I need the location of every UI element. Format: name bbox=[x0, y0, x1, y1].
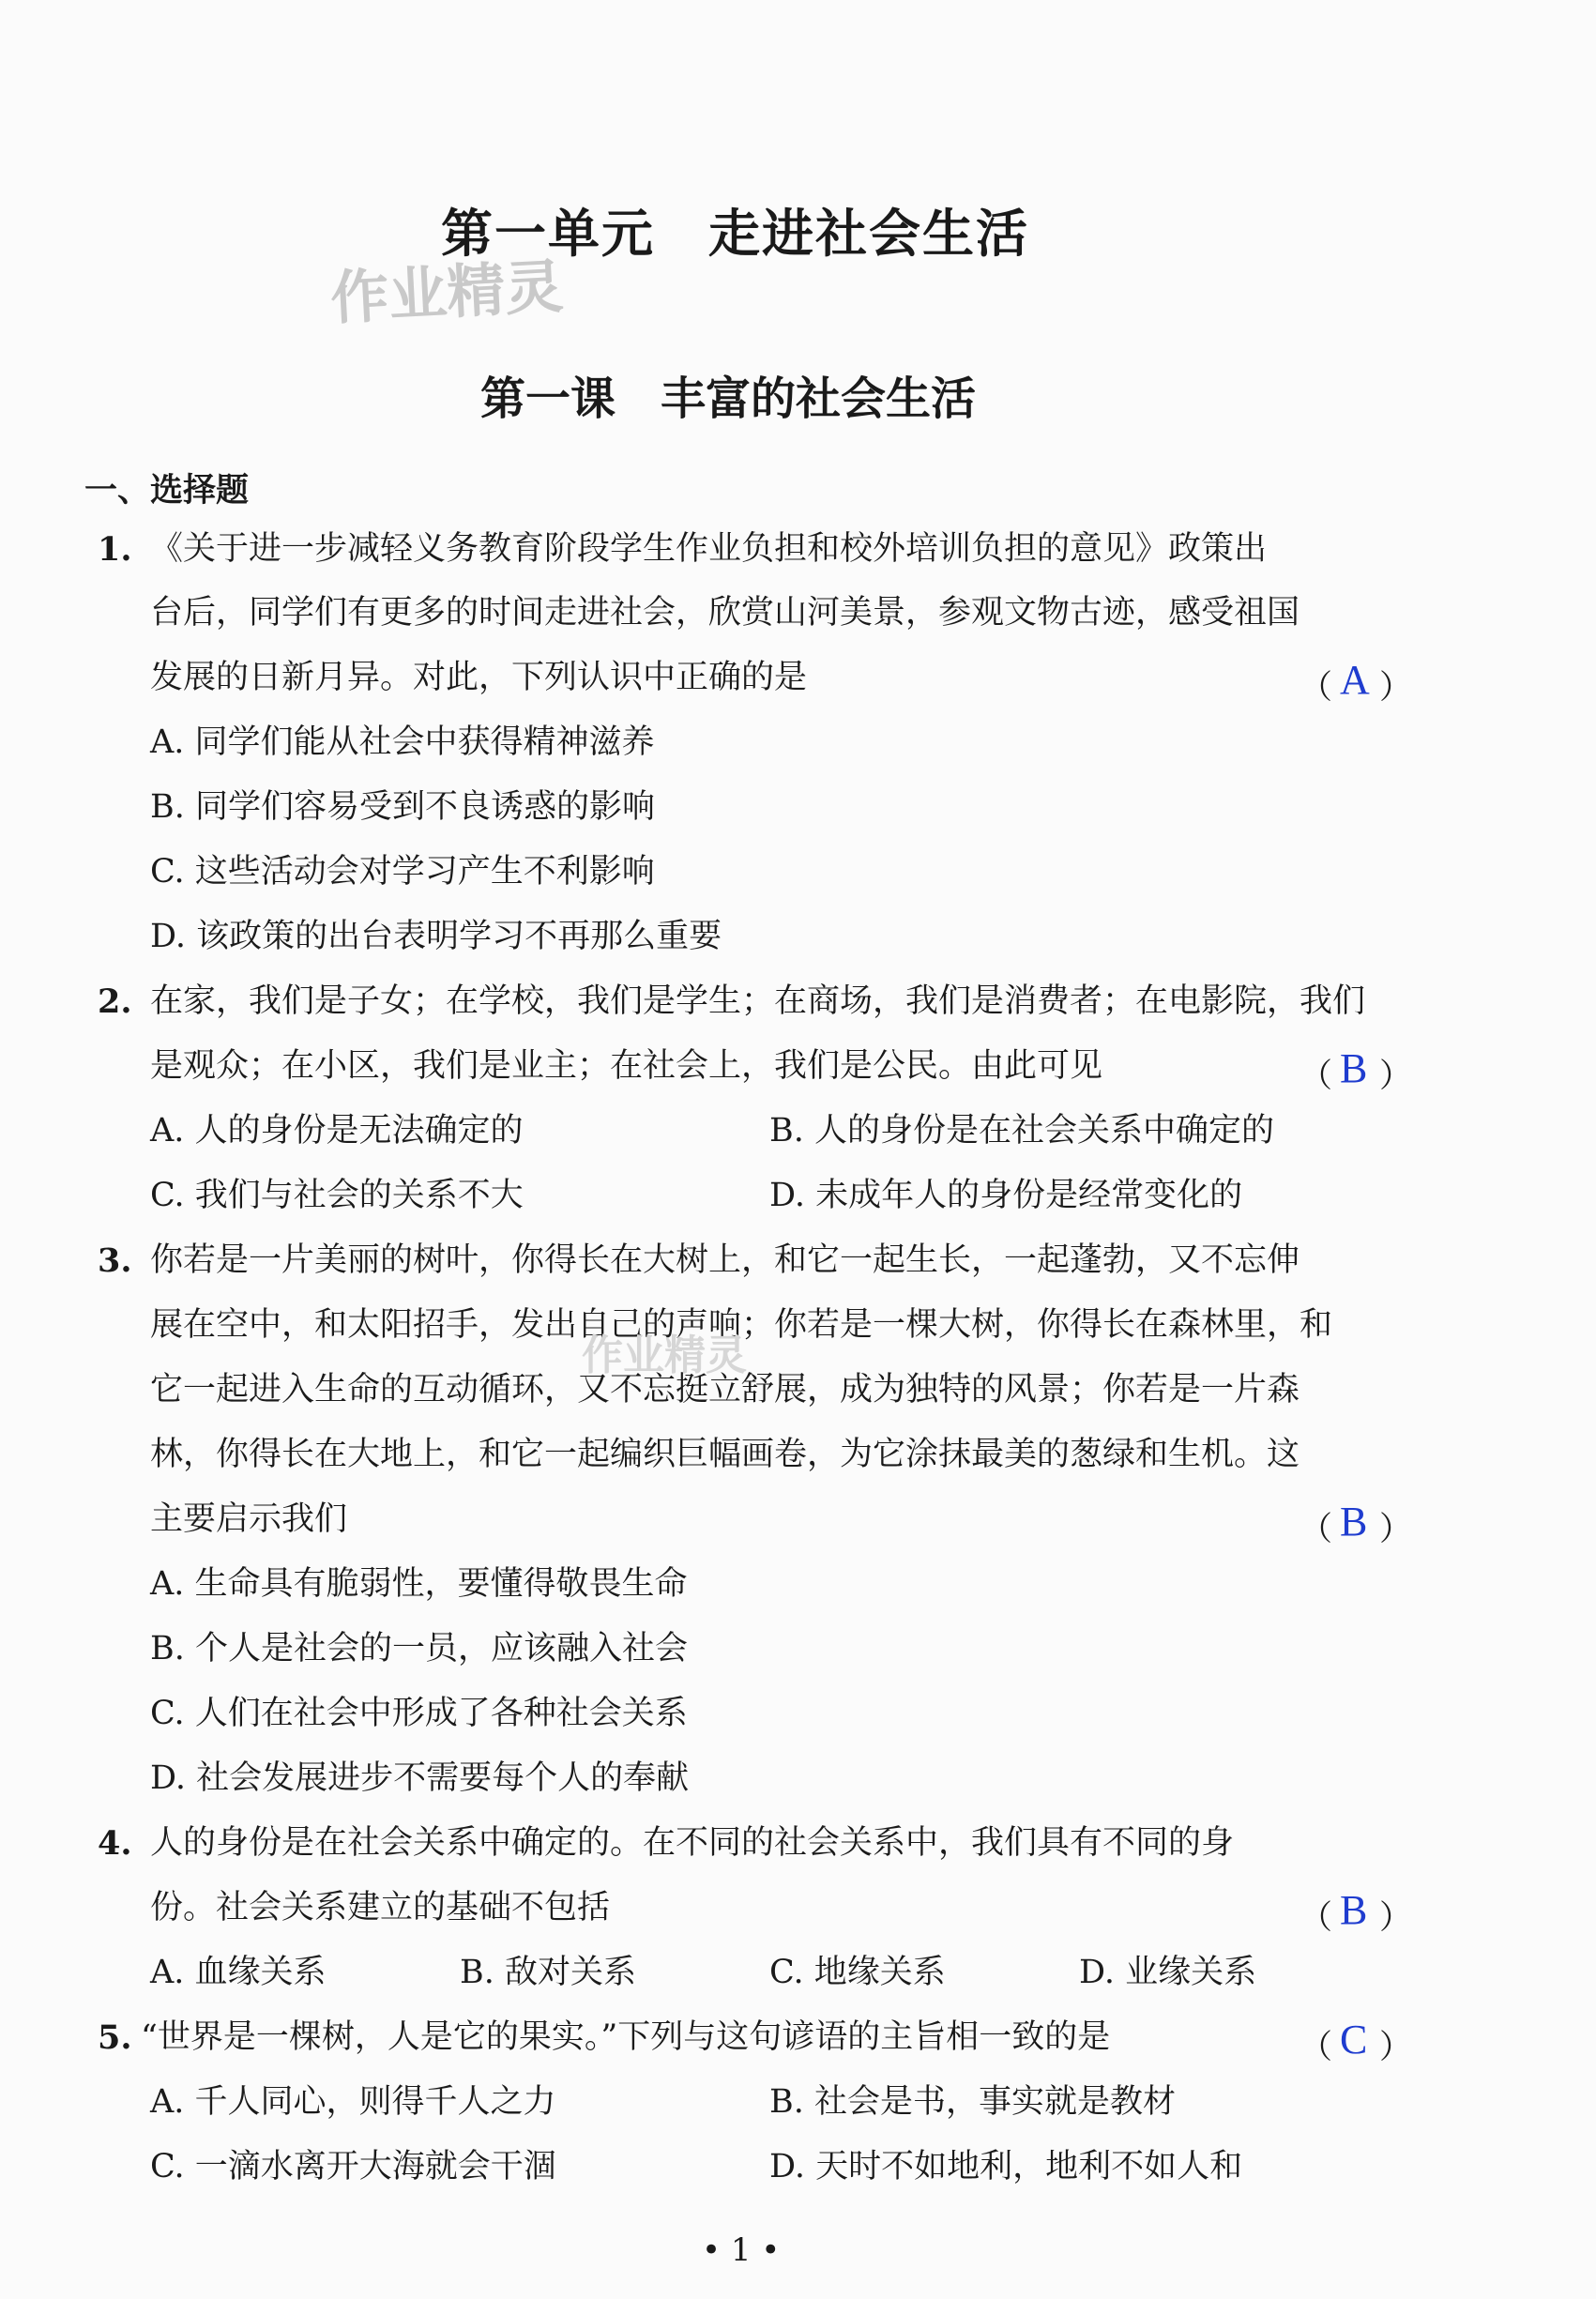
question-text-line: 是观众；在小区，我们是业主；在社会上，我们是公民。由此可见 bbox=[150, 1047, 1103, 1085]
section-heading: 一、选择题 bbox=[84, 472, 250, 510]
question-text-line: 你若是一片美丽的树叶，你得长在大树上，和它一起生长，一起蓬勃，又不忘伸 bbox=[150, 1241, 1300, 1279]
option-a: A. 生命具有脆弱性，要懂得敬畏生命 bbox=[150, 1565, 688, 1603]
option-c: C. 这些活动会对学习产生不利影响 bbox=[150, 853, 655, 891]
option-b: B. 个人是社会的一员，应该融入社会 bbox=[150, 1630, 688, 1667]
question-text-line: 《关于进一步减轻义务教育阶段学生作业负担和校外培训负担的意见》政策出 bbox=[150, 530, 1268, 568]
option-d: D. 未成年人的身份是经常变化的 bbox=[769, 1177, 1243, 1214]
question-number: 4. bbox=[98, 1824, 132, 1863]
option-c: C. 地缘关系 bbox=[769, 1954, 946, 1991]
option-a: A. 人的身份是无法确定的 bbox=[150, 1112, 524, 1150]
answer-bracket: ） bbox=[1379, 1511, 1413, 1548]
option-a: A. 同学们能从社会中获得精神滋养 bbox=[150, 723, 655, 761]
question-text-line: 台后，同学们有更多的时间走进社会，欣赏山河美景，参观文物古迹，感受祖国 bbox=[150, 594, 1300, 632]
answer-mark: A bbox=[1340, 657, 1370, 703]
answer-bracket: （ bbox=[1300, 1511, 1333, 1548]
page-number: • 1 • bbox=[702, 2231, 781, 2269]
answer-mark: B bbox=[1340, 1887, 1368, 1933]
question-text-line: 主要启示我们 bbox=[150, 1500, 348, 1538]
option-b: B. 敌对关系 bbox=[460, 1954, 636, 1991]
answer-mark: C bbox=[1340, 2017, 1368, 2063]
question-text-line: 在家，我们是子女；在学校，我们是学生；在商场，我们是消费者；在电影院，我们 bbox=[150, 982, 1366, 1020]
answer-bracket: ） bbox=[1379, 1058, 1413, 1095]
question-text-line: 发展的日新月异。对此，下列认识中正确的是 bbox=[150, 659, 808, 696]
question-text-line: “世界是一棵树，人是它的果实。”下列与这句谚语的主旨相一致的是 bbox=[141, 2018, 1111, 2056]
question-number: 3. bbox=[98, 1241, 132, 1280]
question-text-line: 展在空中，和太阳招手，发出自己的声响；你若是一棵大树，你得长在森林里，和 bbox=[150, 1306, 1333, 1344]
answer-bracket: ） bbox=[1379, 1899, 1413, 1937]
lesson-title: 第一课 丰富的社会生活 bbox=[480, 373, 977, 425]
question-number: 2. bbox=[98, 982, 132, 1021]
question-text-line: 份。社会关系建立的基础不包括 bbox=[150, 1889, 611, 1926]
option-d: D. 该政策的出台表明学习不再那么重要 bbox=[150, 918, 722, 955]
option-b: B. 同学们容易受到不良诱惑的影响 bbox=[150, 788, 655, 826]
answer-bracket: （ bbox=[1300, 669, 1333, 707]
question-text-line: 林，你得长在大地上，和它一起编织巨幅画卷，为它涂抹最美的葱绿和生机。这 bbox=[150, 1436, 1300, 1473]
option-d: D. 业缘关系 bbox=[1079, 1954, 1257, 1991]
question-number: 5. bbox=[98, 2018, 132, 2057]
answer-bracket: （ bbox=[1300, 2029, 1333, 2066]
answer-mark: B bbox=[1340, 1045, 1368, 1091]
option-b: B. 人的身份是在社会关系中确定的 bbox=[769, 1112, 1274, 1150]
option-d: D. 天时不如地利，地利不如人和 bbox=[769, 2148, 1243, 2185]
option-c: C. 我们与社会的关系不大 bbox=[150, 1177, 524, 1214]
option-b: B. 社会是书，事实就是教材 bbox=[769, 2083, 1176, 2121]
answer-bracket: ） bbox=[1379, 2029, 1413, 2066]
option-c: C. 一滴水离开大海就会干涸 bbox=[150, 2148, 556, 2185]
option-a: A. 血缘关系 bbox=[150, 1954, 327, 1991]
question-text-line: 人的身份是在社会关系中确定的。在不同的社会关系中，我们具有不同的身 bbox=[150, 1824, 1235, 1862]
answer-mark: B bbox=[1340, 1499, 1368, 1545]
watermark-logo: 作业精灵 bbox=[582, 1332, 747, 1379]
option-d: D. 社会发展进步不需要每个人的奉献 bbox=[150, 1759, 690, 1797]
question-text-line: 它一起进入生命的互动循环，又不忘挺立舒展，成为独特的风景；你若是一片森 bbox=[150, 1371, 1300, 1408]
option-c: C. 人们在社会中形成了各种社会关系 bbox=[150, 1695, 688, 1732]
answer-bracket: ） bbox=[1379, 669, 1413, 707]
answer-bracket: （ bbox=[1300, 1899, 1333, 1937]
option-a: A. 千人同心，则得千人之力 bbox=[150, 2083, 556, 2121]
unit-title: 第一单元 走进社会生活 bbox=[441, 203, 1030, 264]
answer-bracket: （ bbox=[1300, 1058, 1333, 1095]
question-number: 1. bbox=[98, 530, 132, 569]
watermark-logo: 作业精灵 bbox=[328, 251, 566, 333]
